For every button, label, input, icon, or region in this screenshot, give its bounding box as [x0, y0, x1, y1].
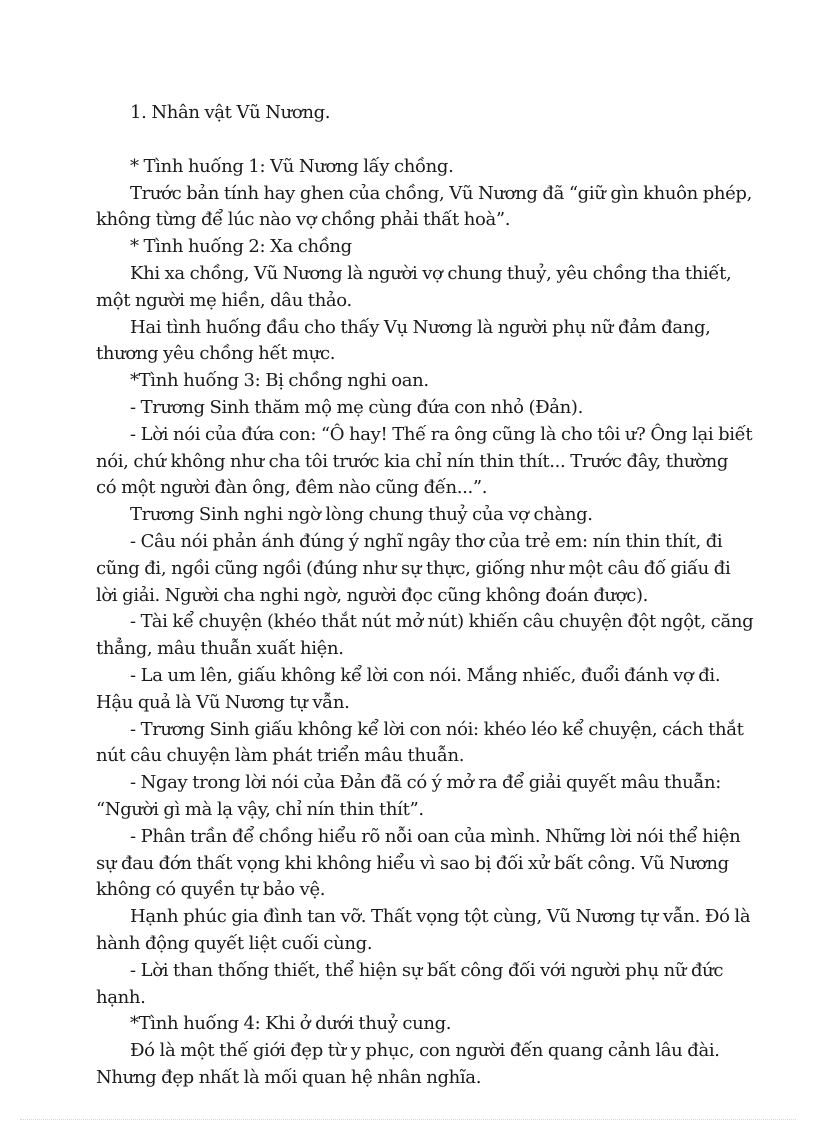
text-lines: [96, 154, 754, 1092]
text-line: - Trương Sinh thăm mộ mẹ cùng đứa con nhỏ (Đản).: [130, 396, 583, 418]
text-line: sự đau đớn thất vọng khi không hiểu vì sao bị đối xử bất công. Vũ Nương: [96, 852, 729, 874]
text-line: Hạnh phúc gia đình tan vỡ. Thất vọng tột cùng, Vũ Nương tự vẫn. Đó là: [130, 906, 751, 928]
text-line: có một người đàn ông, đêm nào cũng đến...”.: [96, 477, 488, 499]
text-line: - Phân trần để chồng hiểu rõ nỗi oan của mình. Những lời nói thể hiện: [130, 825, 741, 847]
text-line: Nhưng đẹp nhất là mối quan hệ nhân nghĩa.: [96, 1066, 482, 1088]
text-line: - Lời nói của đứa con: “Ô hay! Thế ra ông cũng là cho tôi ư? Ông lại biết: [130, 423, 753, 445]
text-line: - Tài kể chuyện (khéo thắt nút mở nút) khiến câu chuyện đột ngột, căng: [130, 611, 754, 633]
text-line: * Tình huống 1: Vũ Nương lấy chồng.: [130, 155, 454, 177]
text-line: - Lời than thống thiết, thể hiện sự bất công đối với người phụ nữ đức: [130, 959, 724, 981]
text-line: - Ngay trong lời nói của Đản đã có ý mở ra để giải quyết mâu thuẫn:: [130, 772, 721, 794]
text-line: *Tình huống 3: Bị chồng nghi oan.: [130, 370, 429, 392]
text-line: - Trương Sinh giấu không kể lời con nói: khéo léo kể chuyện, cách thắt: [130, 718, 744, 740]
text-line: nói, chứ không như cha tôi trước kia chỉ nín thin thít... Trước đây, thường: [96, 450, 729, 472]
text-line: hạnh.: [96, 986, 146, 1008]
text-line: * Tình huống 2: Xa chồng: [130, 236, 352, 258]
text-line: Khi xa chồng, Vũ Nương là người vợ chung thuỷ, yêu chồng tha thiết,: [130, 262, 732, 284]
text-line: “Người gì mà lạ vậy, chỉ nín thin thít”.: [96, 798, 424, 820]
text-line: Hai tình huống đầu cho thấy Vụ Nương là người phụ nữ đảm đang,: [130, 316, 711, 338]
footer-rule: [20, 1119, 796, 1120]
text-line: Đó là một thế giới đẹp từ y phục, con người đến quang cảnh lâu đài.: [130, 1040, 720, 1062]
text-line: nút câu chuyện làm phát triển mâu thuẫn.: [96, 745, 465, 767]
text-line: Hậu quả là Vũ Nương tự vẫn.: [96, 691, 350, 713]
text-line: không từng để lúc nào vợ chồng phải thất hoà”.: [96, 209, 511, 231]
text-line: - Câu nói phản ánh đúng ý nghĩ ngây thơ của trẻ em: nín thin thít, đi: [130, 530, 723, 552]
text-line: cũng đi, ngồi cũng ngồi (đúng như sự thực, giống như một câu đố giấu đi: [96, 557, 731, 579]
paragraph-gap: [96, 127, 726, 154]
text-line: hành động quyết liệt cuối cùng.: [96, 932, 373, 954]
text-line: - La um lên, giấu không kể lời con nói. Mắng nhiếc, đuổi đánh vợ đi.: [130, 664, 721, 686]
section-heading: 1. Nhân vật Vũ Nương.: [130, 102, 331, 123]
text-line: một người mẹ hiền, dâu thảo.: [96, 289, 352, 311]
text-line: không có quyền tự bảo vệ.: [96, 879, 326, 901]
text-line: lời giải. Người cha nghi ngờ, người đọc cũng không đoán được).: [96, 584, 649, 606]
text-line: thẳng, mâu thuẫn xuất hiện.: [96, 638, 344, 660]
document-body: [96, 100, 754, 1092]
text-line: Trương Sinh nghi ngờ lòng chung thuỷ của vợ chàng.: [130, 504, 593, 526]
text-line: *Tình huống 4: Khi ở dưới thuỷ cung.: [130, 1013, 452, 1035]
text-line: thương yêu chồng hết mực.: [96, 343, 336, 365]
text-line: Trước bản tính hay ghen của chồng, Vũ Nương đã “giữ gìn khuôn phép,: [130, 182, 752, 204]
